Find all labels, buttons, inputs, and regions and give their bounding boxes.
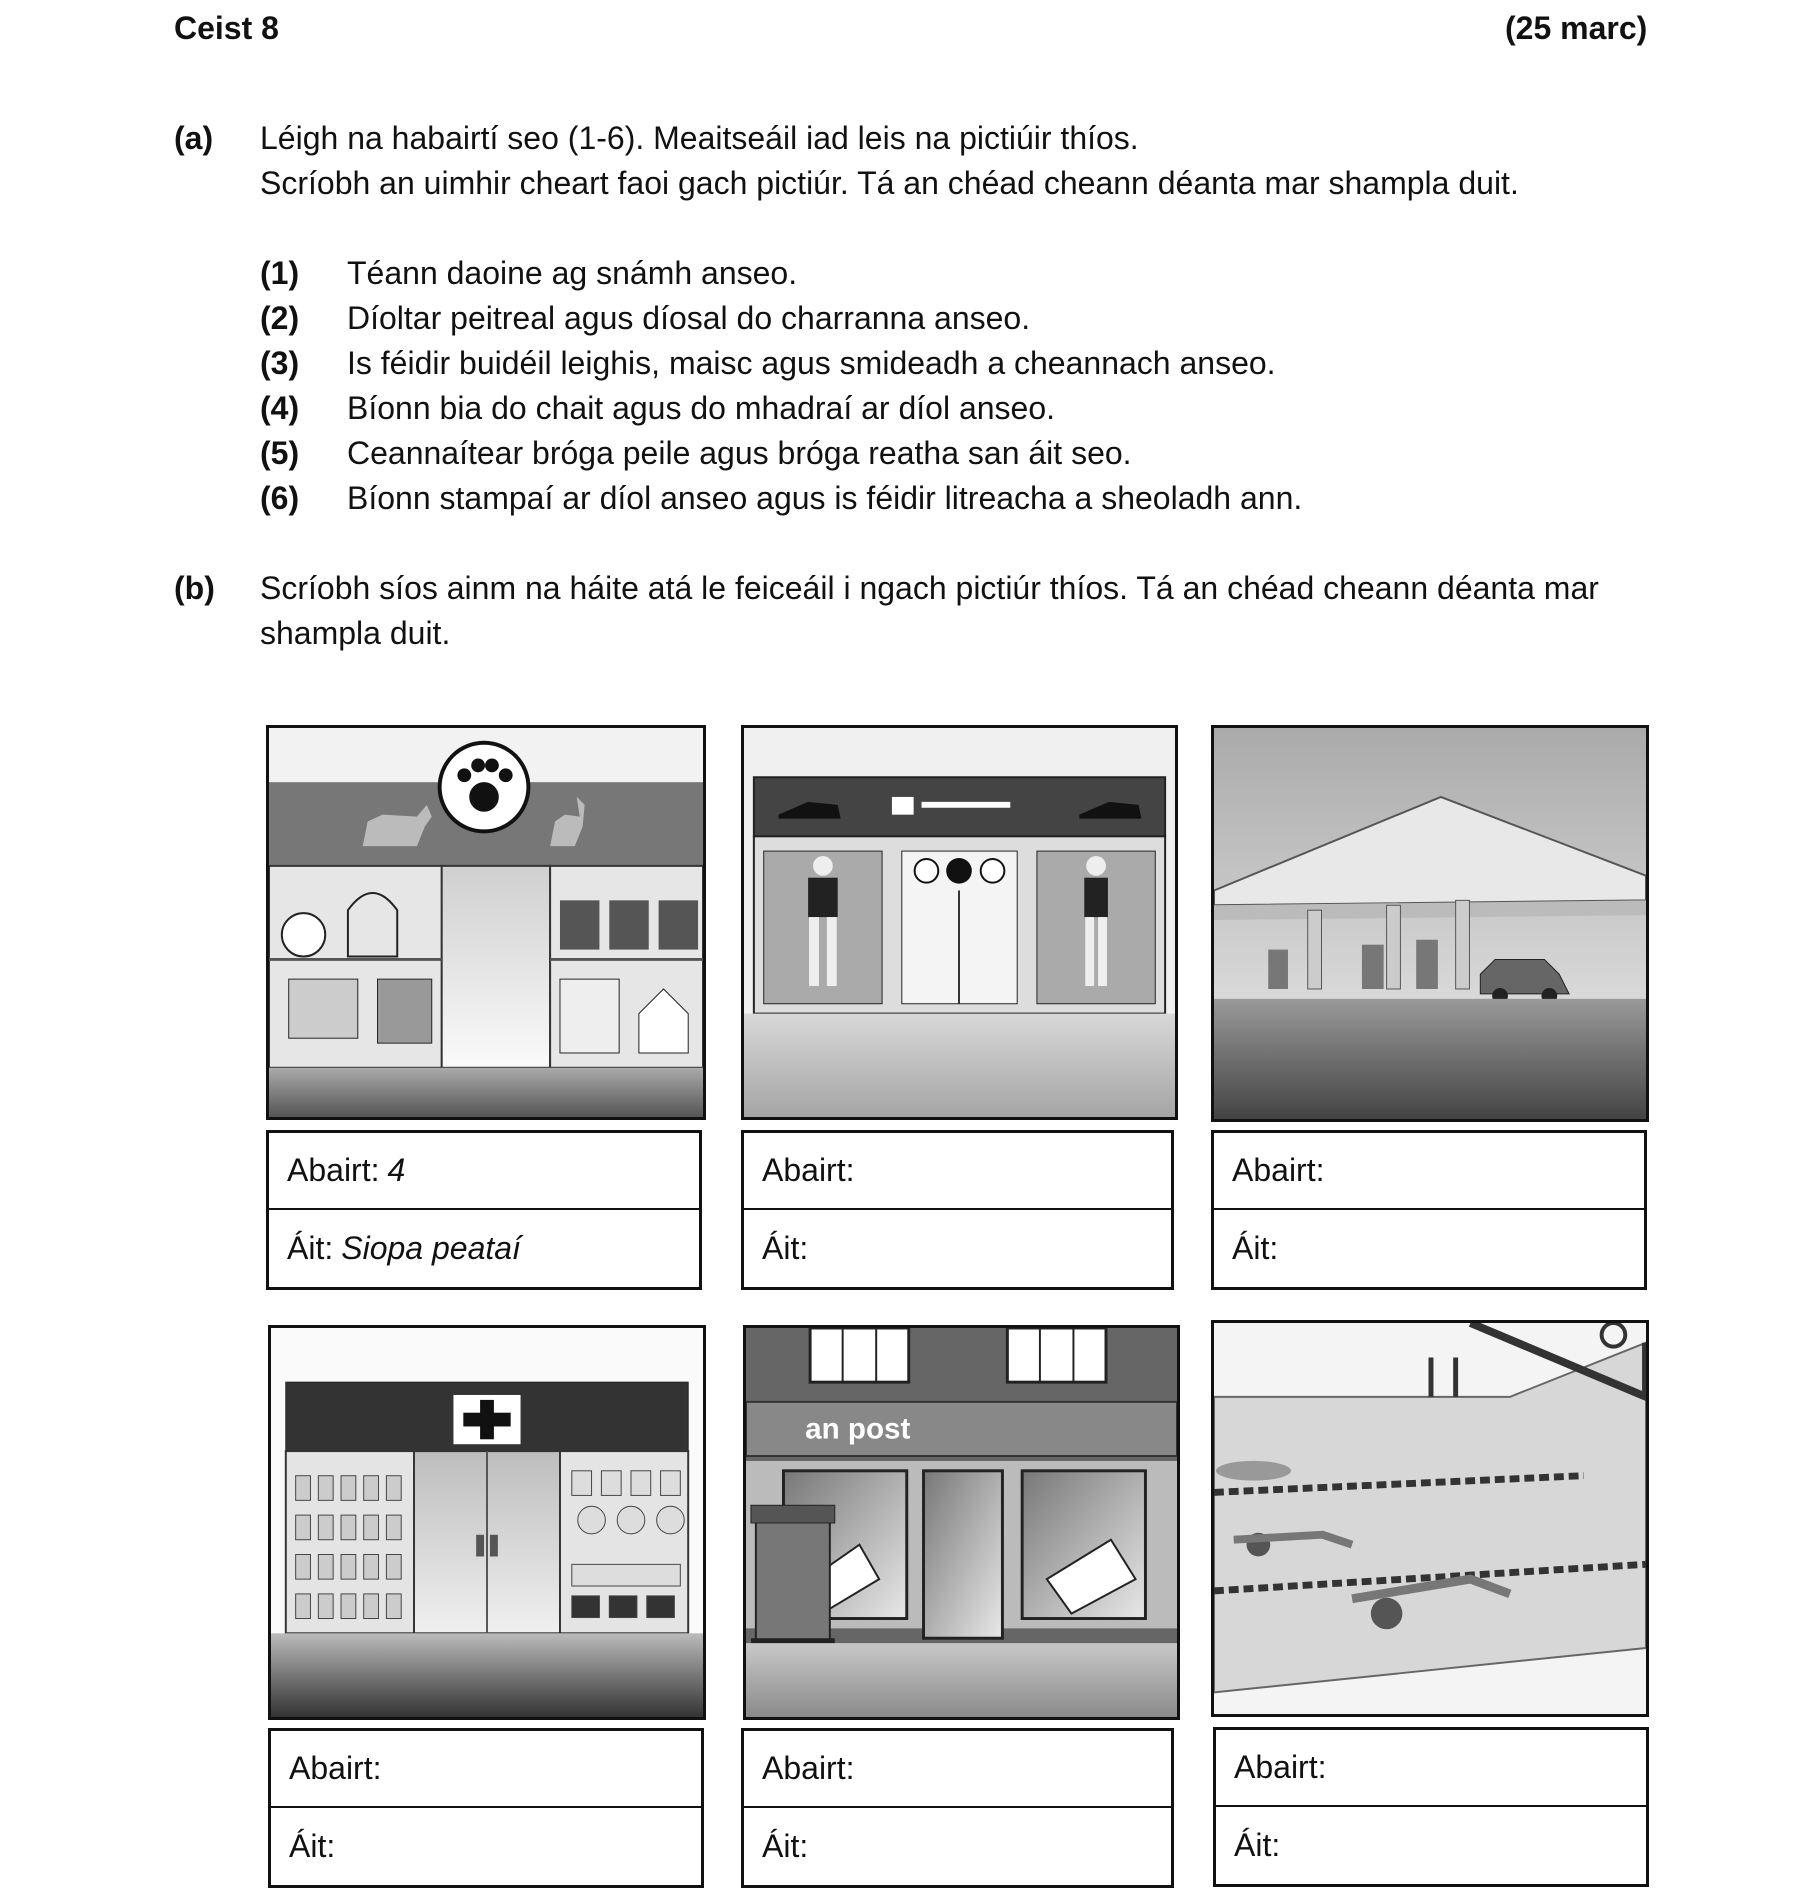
place-label: Áit: bbox=[1234, 1827, 1281, 1863]
sentence-answer-row[interactable] bbox=[744, 1133, 1171, 1210]
pet-shop-picture bbox=[266, 725, 706, 1120]
sentence-answer-row[interactable] bbox=[1216, 1730, 1646, 1807]
sentence-number: (4) bbox=[260, 390, 300, 426]
sentence-text: Bíonn stampaí ar díol anseo agus is féidir litreacha a sheoladh ann. bbox=[347, 480, 1303, 516]
sentence-label: Abairt: bbox=[289, 1750, 382, 1786]
place-label: Áit: bbox=[762, 1828, 809, 1864]
place-label: Áit: bbox=[289, 1828, 336, 1864]
place-label: Áit: bbox=[287, 1230, 334, 1266]
part-b-instruction-2: shampla duit. bbox=[260, 615, 451, 651]
place-answer-row[interactable] bbox=[1214, 1210, 1644, 1287]
part-a-instruction-2: Scríobh an uimhir cheart faoi gach pictiúr. Tá an chéad cheann déanta mar shampla duit. bbox=[260, 165, 1519, 201]
place-answer-row[interactable] bbox=[1216, 1807, 1646, 1884]
sentence-number: (1) bbox=[260, 255, 300, 291]
answer-box[interactable] bbox=[741, 1728, 1174, 1888]
place-label: Áit: bbox=[762, 1230, 809, 1266]
sentence-number: (6) bbox=[260, 480, 300, 516]
post-office-picture bbox=[743, 1325, 1180, 1720]
sentence-text: Bíonn bia do chait agus do mhadraí ar díol anseo. bbox=[347, 390, 1056, 426]
sentence-answer-row[interactable] bbox=[1214, 1133, 1644, 1210]
sentence-label: Abairt: bbox=[1232, 1152, 1325, 1188]
place-answer-row[interactable] bbox=[269, 1210, 699, 1287]
place-answer-row[interactable] bbox=[744, 1210, 1171, 1287]
sentence-number: (5) bbox=[260, 435, 300, 471]
answer-box[interactable] bbox=[1213, 1727, 1649, 1887]
sentence-label: Abairt: bbox=[287, 1152, 380, 1188]
sentence-text: Ceannaítear bróga peile agus bróga reatha san áit seo. bbox=[347, 435, 1132, 471]
sentence-label: Abairt: bbox=[1234, 1749, 1327, 1785]
sentence-text: Díoltar peitreal agus díosal do charranna anseo. bbox=[347, 300, 1031, 336]
sentence-answer-row[interactable] bbox=[269, 1133, 699, 1210]
place-answer-row[interactable] bbox=[744, 1808, 1171, 1885]
pharmacy-picture bbox=[268, 1325, 706, 1720]
sentence-answer-value: 4 bbox=[387, 1152, 406, 1188]
sentence-number: (2) bbox=[260, 300, 300, 336]
sentence-answer-row[interactable] bbox=[271, 1731, 701, 1808]
sports-shop-picture bbox=[741, 725, 1178, 1120]
part-a-label: (a) bbox=[174, 120, 214, 156]
sentence-answer-row[interactable] bbox=[744, 1731, 1171, 1808]
answer-box[interactable] bbox=[741, 1130, 1174, 1290]
place-answer-row[interactable] bbox=[271, 1808, 701, 1885]
sentence-label: Abairt: bbox=[762, 1152, 855, 1188]
part-b-instruction-1: Scríobh síos ainm na háite atá le feiceáil i ngach pictiúr thíos. Tá an chéad cheann déanta mar bbox=[260, 570, 1599, 606]
sentence-label: Abairt: bbox=[762, 1750, 855, 1786]
place-answer-value: Siopa peataí bbox=[341, 1230, 521, 1266]
sentence-text: Is féidir buidéil leighis, maisc agus smideadh a cheannach anseo. bbox=[347, 345, 1276, 381]
place-label: Áit: bbox=[1232, 1230, 1279, 1266]
sentence-number: (3) bbox=[260, 345, 300, 381]
answer-box[interactable] bbox=[268, 1728, 704, 1888]
answer-box[interactable] bbox=[266, 1130, 702, 1290]
part-b-label: (b) bbox=[174, 570, 215, 606]
answer-box[interactable] bbox=[1211, 1130, 1647, 1290]
marks-label: (25 marc) bbox=[1505, 10, 1648, 46]
part-a-instruction-1: Léigh na habairtí seo (1-6). Meaitseáil iad leis na pictiúir thíos. bbox=[260, 120, 1139, 156]
swimming-pool-picture bbox=[1211, 1320, 1649, 1717]
sentence-text: Téann daoine ag snámh anseo. bbox=[347, 255, 798, 291]
petrol-station-picture bbox=[1211, 725, 1649, 1122]
question-title: Ceist 8 bbox=[174, 10, 279, 46]
an-post-sign: an post bbox=[805, 1412, 911, 1446]
